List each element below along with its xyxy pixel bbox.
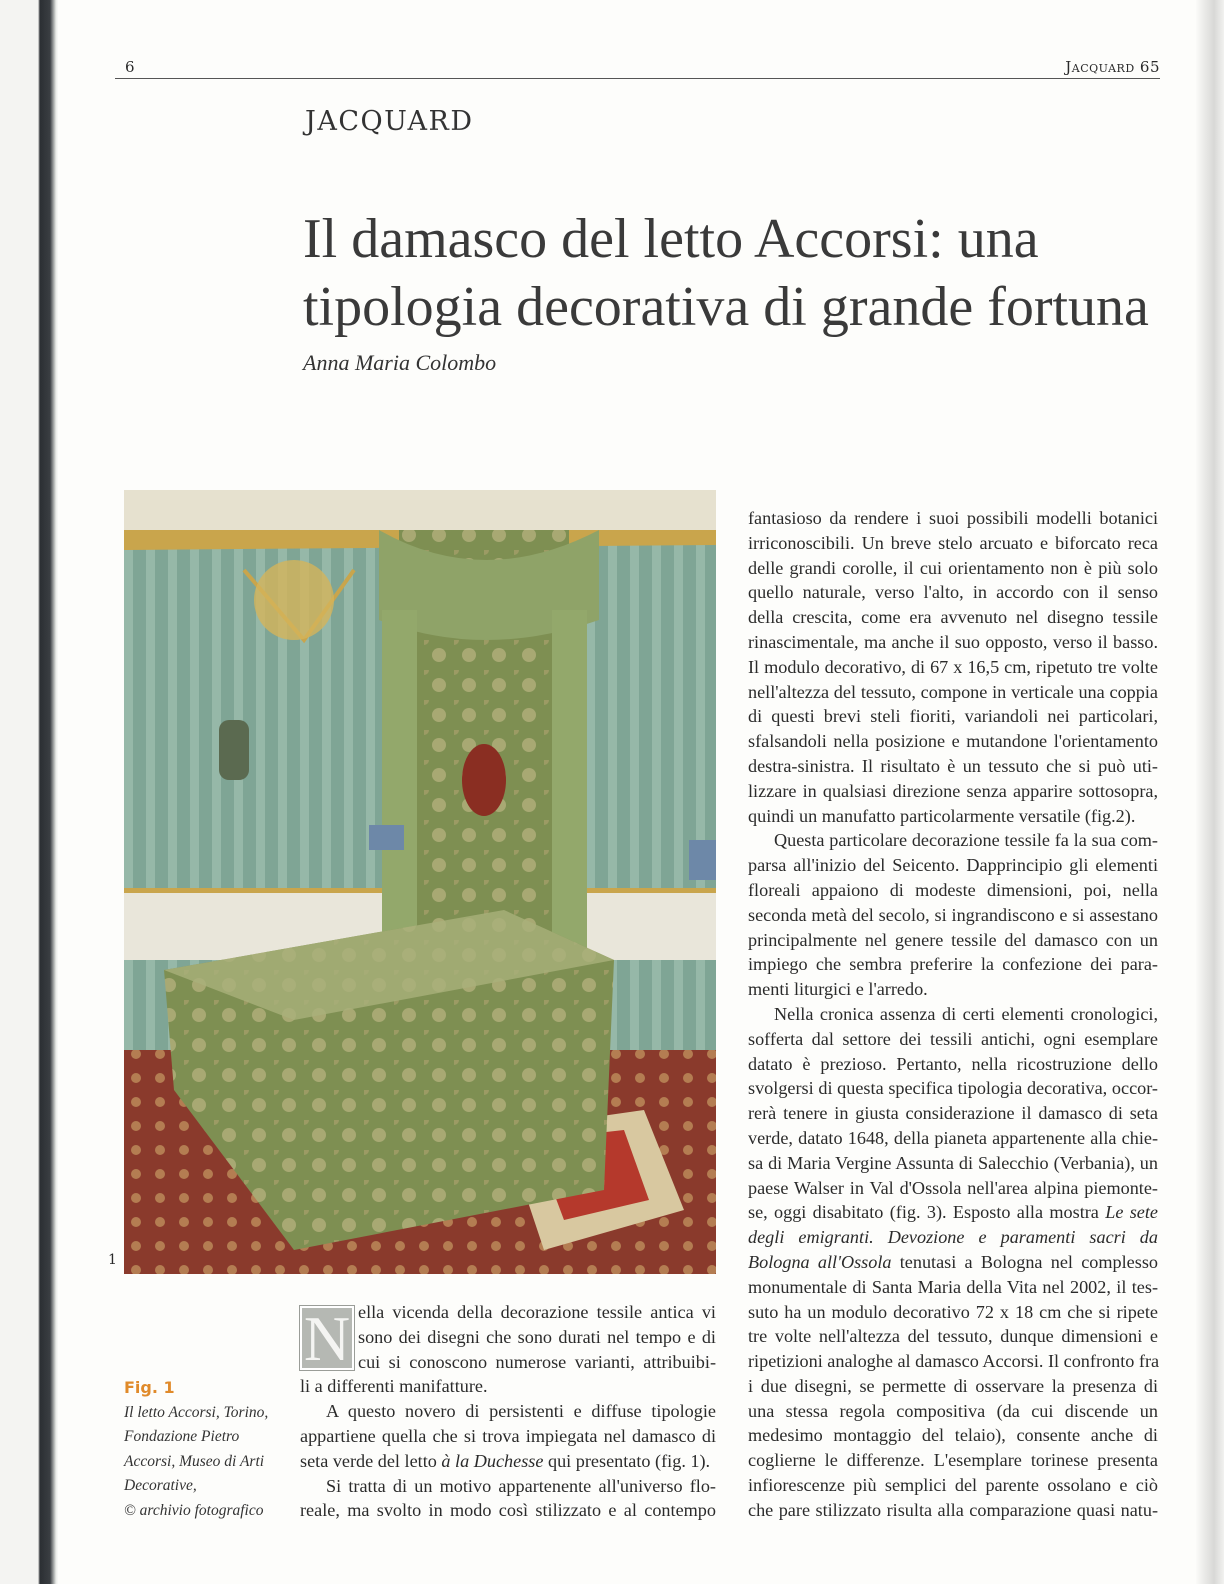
text-line: che pare stilizzato risulta alla comparazione quasi natu- [748,1499,1158,1520]
text-line: sfalsandoli nella posizione e mutandone l'orientamento [748,731,1158,752]
text-line [748,1225,1158,1250]
text-line: destra-sinistra. Il risultato è un tessuto che si può uti- [748,755,1158,776]
text-line: Nella cronica assenza di certi elementi cronologici, [774,1003,1158,1024]
text-line: Il modulo decorativo, di 67 x 16,5 cm, ripetuto tre volte [748,656,1158,677]
text-line: menti liturgici e l'arredo. [748,979,928,1000]
body-column-right [748,506,1158,1523]
photo-bedroom-accorsi [124,490,716,1274]
text-line: sono dei disegni che sono durati nel tempo e di [358,1326,716,1347]
title-line: Il damasco del letto Accorsi: una [303,208,1039,270]
text-line: medesimo montaggio del telaio), consente anche di [748,1425,1158,1446]
caption-line: Fondazione Pietro [124,1428,240,1445]
text-line: appartiene quella che si trova impiegata nel damasco di [300,1425,716,1446]
text-line [748,1200,1158,1225]
text-line: floreali appaiono di modeste dimensioni, poi, nella [748,879,1158,900]
text-line: cui si conoscono numerose varianti, attribuibi- [358,1351,716,1372]
text-line: infiorescenze più semplici del parente ossolano e ciò [748,1475,1158,1496]
caption-line: Decorative, [124,1477,197,1494]
text-line: sa di Maria Vergine Assunta di Salecchio (Verbania), un [748,1152,1158,1173]
text-line: parsa all'inizio del Seicento. Dapprincipio gli elementi [748,855,1158,876]
text-line: A questo novero di persistenti e diffuse tipologie [326,1401,716,1422]
text-line: monumentale di Santa Maria della Vita nel 2002, il tes- [748,1276,1158,1297]
italic-text: à la Duchesse [441,1450,544,1471]
text-line: seconda metà del secolo, si ingrandiscono e si assestano [748,904,1158,925]
text-line: verde, datato 1648, della pianeta appartenente alla chie- [748,1127,1158,1148]
text-line: tre volte nell'altezza del tessuto, dunque dimensioni e [748,1326,1158,1347]
text-line: coglierne le differenze. L'esemplare torinese presenta [748,1450,1158,1471]
body-column-left [300,1300,716,1523]
text-segment: tenutasi a Bologna nel complesso [891,1251,1158,1272]
text-line: della crescita, come era avvenuto nel disegno tessile [748,607,1158,628]
scan-edge-left [0,0,58,1584]
text-line: nell'altezza del tessuto, compone in verticale una coppia [748,681,1158,702]
text-line: datato è prezioso. Pertanto, nella ricostruzione dello [748,1053,1158,1074]
text-line: Questa particolare decorazione tessile fa la sua com- [774,830,1158,851]
author: Anna Maria Colombo [303,350,497,375]
text-line: li a differenti manifatture. [300,1376,488,1397]
text-line: quindi un manufatto particolarmente versatile (fig.2). [748,805,1136,826]
italic-text: Le sete [1105,1202,1158,1223]
text-line: ripetizioni analoghe al damasco Accorsi. Il confronto fra [748,1351,1160,1372]
caption-line: Accorsi, Museo di Arti [124,1452,265,1470]
running-title: Jacquard 65 [1065,58,1160,76]
text-line: ella vicenda della decorazione tessile antica vi [358,1302,716,1322]
text-segment: se, oggi disabitato (fig. 3). Esposto alla mostra [748,1202,1106,1223]
text-line: lizzare in qualsiasi direzione senza apparire sottosopra, [748,780,1158,801]
text-segment: seta verde del letto [300,1450,442,1471]
section-label: JACQUARD [305,106,474,137]
text-line [300,1449,716,1474]
text-line: una stessa regola compositiva (da cui discende un [748,1400,1158,1421]
italic-text: Bologna all'Ossola [748,1251,892,1272]
italic-text: degli emigranti. Devozione e paramenti sacri da [748,1227,1158,1248]
article-title [303,205,1149,341]
text-line: impiego che sembra preferire la confezione dei para- [748,954,1158,975]
text-line: reale, ma svolto in modo così stilizzato e al contempo [300,1500,716,1521]
text-line: delle grandi corolle, il cui orientamento non è più solo [748,557,1158,578]
text-line: rerà tenere in giusta considerazione il damasco di seta [748,1103,1158,1124]
text-line: paese Walser in Val d'Ossola nell'area alpina piemonte- [748,1177,1158,1198]
caption-line: Il letto Accorsi, Torino, [124,1403,269,1421]
text-line: principalmente nel genere tessile del damasco con un [748,929,1158,950]
page-number: 6 [125,58,135,76]
text-line: irriconoscibili. Un breve stelo arcuato e biforcato reca [748,532,1158,553]
figure-number: 1 [108,1252,117,1268]
text-line: rinascimentale, ma anche il suo opposto, verso il basso. [748,631,1158,652]
scan-edge-right [1196,0,1224,1584]
figure-caption [124,1376,294,1523]
text-line: sofferta dal settore dei tessili antichi, ogni esemplare [748,1028,1158,1049]
text-line: Si tratta di un motivo appartenente all'universo flo- [326,1475,716,1496]
text-segment: qui presentato (fig. 1). [543,1450,711,1471]
text-line: fantasioso da rendere i suoi possibili modelli botanici [748,508,1158,528]
drop-cap: N [300,1306,354,1370]
text-line: svolgersi di questa specifica tipologia decorativa, occor- [748,1078,1158,1099]
text-line: suto ha un modulo decorativo 72 x 18 cm che si ripete [748,1301,1158,1322]
text-line: di questi brevi steli fioriti, variandoli nei particolari, [748,706,1158,727]
figure-label: Fig. 1 [124,1378,175,1397]
running-header [115,56,1160,79]
text-line: i due disegni, se permette di osservare la presenza di [748,1375,1158,1396]
text-line [748,1250,1158,1275]
title-line: tipologia decorativa di grande fortuna [303,276,1149,338]
caption-line: © archivio fotografico [124,1501,264,1519]
text-line: quello naturale, verso l'alto, in accordo con il senso [748,582,1158,603]
